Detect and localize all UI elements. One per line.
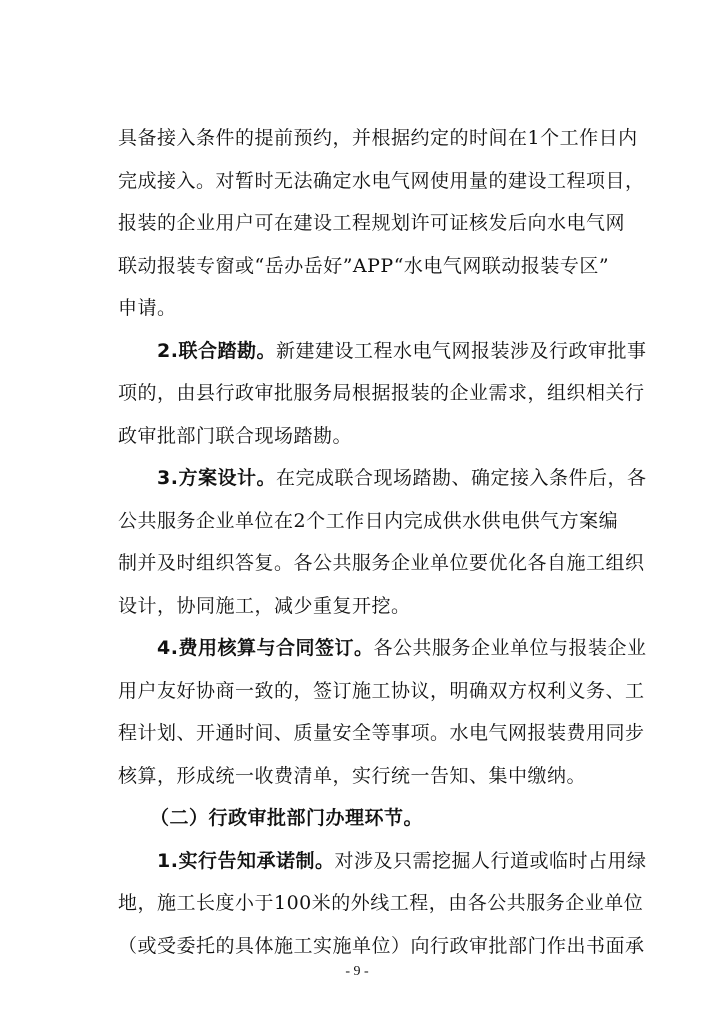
text-line: 核算，形成统一收费清单，实行统一告知、集中缴纳。 [118, 765, 587, 787]
text-line: 联动报装专窗或“岳办岳好”APP“水电气网联动报装专区” [118, 255, 610, 277]
text-line: 制并及时组织答复。各公共服务企业单位要优化各自施工组织 [118, 552, 645, 574]
text-line: 用户友好协商一致的，签订施工协议，明确双方权利义务、工 [118, 680, 645, 702]
section-heading: （二）行政审批部门办理环节。 [150, 807, 424, 829]
text-line: 报装的企业用户可在建设工程规划许可证核发后向水电气网 [118, 212, 626, 234]
text-line: 具备接入条件的提前预约，并根据约定的时间在1个工作日内 [118, 127, 638, 149]
text-line: 程计划、开通时间、质量安全等事项。水电气网报装费用同步 [118, 722, 645, 744]
paragraph-first-line [157, 849, 647, 873]
text-line: 政审批部门联合现场踏勘。 [118, 425, 353, 447]
page-number: - 9 - [345, 964, 369, 979]
text-line: 设计，协同施工，减少重复开挖。 [118, 595, 411, 617]
paragraph-text: 各公共服务企业单位与报装企业 [373, 637, 647, 659]
text-line: 申请。 [118, 297, 177, 319]
text-line: 项的，由县行政审批服务局根据报装的企业需求，组织相关行 [118, 382, 645, 404]
paragraph-text: 新建建设工程水电气网报装涉及行政审批事 [275, 340, 647, 362]
text-line: 公共服务企业单位在2个工作日内完成供水供电供气方案编 [118, 510, 619, 532]
paragraph-text: 对涉及只需挖掘人行道或临时占用绿 [334, 850, 647, 872]
text-line: 地，施工长度小于100米的外线工程，由各公共服务企业单位 [118, 892, 644, 914]
paragraph-heading: 2.联合踏勘。 [157, 340, 276, 362]
paragraph-heading: 3.方案设计。 [157, 467, 276, 489]
paragraph-text: 在完成联合现场踏勘、确定接入条件后，各 [275, 467, 647, 489]
paragraph-first-line [157, 339, 647, 363]
text-line: 完成接入。对暂时无法确定水电气网使用量的建设工程项目， [118, 170, 645, 192]
paragraph-heading: 1.实行告知承诺制。 [157, 850, 335, 872]
text-line: （或受委托的具体施工实施单位）向行政审批部门作出书面承 [118, 935, 645, 957]
paragraph-first-line [157, 466, 647, 490]
paragraph-heading: 4.费用核算与合同签订。 [157, 637, 374, 659]
paragraph-first-line [157, 636, 647, 660]
